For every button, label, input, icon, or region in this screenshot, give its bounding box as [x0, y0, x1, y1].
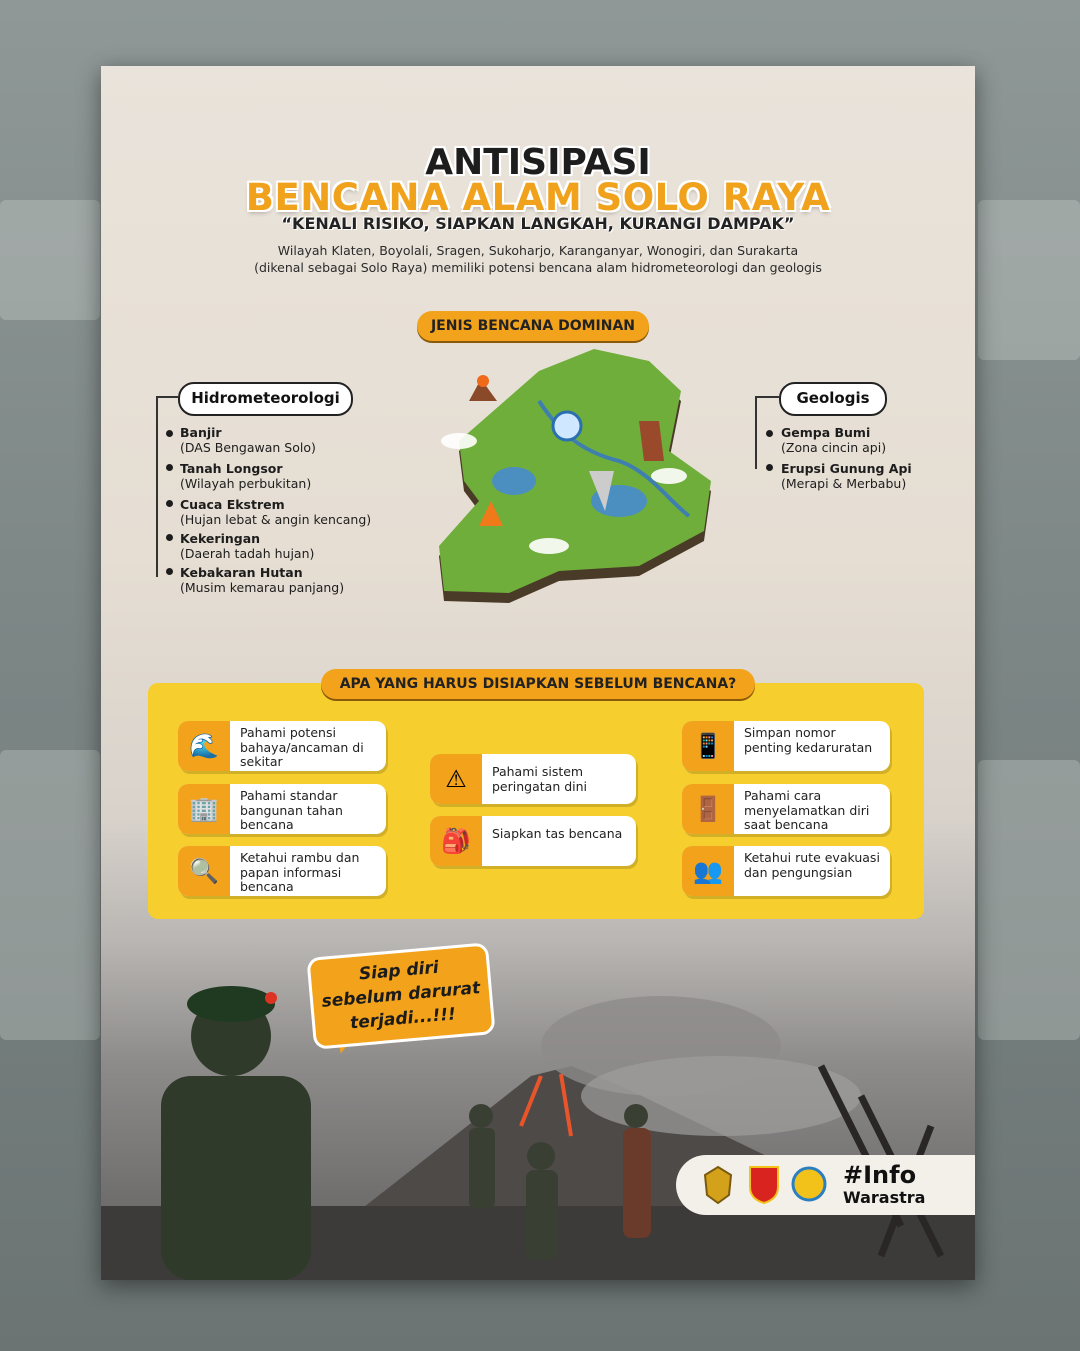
magnifier-icon: 🔍: [178, 846, 230, 896]
prep-card: 🌊 Pahami potensi bahaya/ancaman di sekitar: [178, 721, 386, 771]
building-icon: 🏢: [178, 784, 230, 834]
geo-item: Gempa Bumi (Zona cincin api): [781, 425, 887, 455]
disaster-scene: [101, 926, 975, 1280]
beret-badge: [265, 992, 277, 1004]
bullet-icon: [166, 464, 173, 471]
bullet-icon: [166, 500, 173, 507]
background-blur: [978, 760, 1080, 1040]
exit-icon: 🚪: [682, 784, 734, 834]
bullet-icon: [166, 568, 173, 575]
background-blur: [0, 200, 100, 320]
title-line1: ANTISIPASI: [425, 142, 651, 183]
hidro-title: Hidrometeorologi: [178, 382, 353, 416]
solo-raya-map: [419, 341, 729, 611]
hidro-connector: [156, 396, 178, 398]
cloud: [441, 433, 477, 449]
background-blur: [0, 750, 100, 1040]
prep-card: 👥 Ketahui rute evakuasi dan pengungsian: [682, 846, 890, 896]
hidro-connector: [156, 397, 158, 577]
prep-card: 🚪 Pahami cara menyelamatkan diri saat bencana: [682, 784, 890, 834]
bullet-icon: [166, 430, 173, 437]
cloud: [529, 538, 569, 554]
kodam-emblem-icon: [748, 1163, 780, 1205]
background-blur: [978, 200, 1080, 360]
prep-card: ⚠ Pahami sistem peringatan dini: [430, 754, 636, 804]
backpack-icon: 🎒: [430, 816, 482, 866]
cloud: [651, 468, 687, 484]
beret-icon: [187, 986, 275, 1022]
lake: [492, 467, 536, 495]
jenis-bencana-label: JENIS BENCANA DOMINAN: [417, 311, 649, 341]
hidro-item: Kebakaran Hutan (Musim kemarau panjang): [180, 565, 345, 595]
hidro-item: Cuaca Ekstrem (Hujan lebat & angin kencang): [180, 497, 372, 527]
prep-card: 🏢 Pahami standar bangunan tahan bencana: [178, 784, 386, 834]
hidro-item: Kekeringan (Daerah tadah hujan): [180, 531, 315, 561]
tagline: “KENALI RISIKO, SIAPKAN LANGKAH, KURANGI DAMPAK”: [281, 214, 795, 233]
speech-bubble: Siap diri sebelum darurat terjadi...!!!: [310, 945, 493, 1046]
phone-icon: 📱: [682, 721, 734, 771]
warning-icon: ⚠: [430, 754, 482, 804]
army-emblem-icon: [703, 1165, 733, 1205]
poster: [101, 66, 975, 1280]
intro-text: Wilayah Klaten, Boyolali, Sragen, Sukoharjo, Karanganyar, Wonogiri, dan Surakarta (dikenal sebagai Solo Raya) memiliki potensi bencana alam hidrometeorologi dan geologis: [254, 243, 822, 275]
bullet-icon: [766, 464, 773, 471]
prep-card: 📱 Simpan nomor penting kedaruratan: [682, 721, 890, 771]
evacuation-icon: 👥: [682, 846, 734, 896]
geo-title: Geologis: [779, 382, 887, 416]
province-emblem-icon: [791, 1166, 827, 1202]
title-line2: BENCANA ALAM SOLO RAYA: [245, 176, 831, 219]
preparation-title: APA YANG HARUS DISIAPKAN SEBELUM BENCANA?: [321, 669, 755, 699]
prep-card: 🎒 Siapkan tas bencana: [430, 816, 636, 866]
soldier-figure: [161, 996, 311, 1280]
geo-connector: [755, 396, 779, 398]
hidro-item: Tanah Longsor (Wilayah perbukitan): [180, 461, 312, 491]
bullet-icon: [166, 534, 173, 541]
hashtag-info: #Info: [843, 1161, 917, 1189]
brand-warastra: Warastra: [843, 1188, 926, 1207]
bullet-icon: [766, 430, 773, 437]
prep-card: 🔍 Ketahui rambu dan papan informasi bencana: [178, 846, 386, 896]
wave-icon: 🌊: [178, 721, 230, 771]
flood-wave-icon: [553, 412, 581, 440]
hidro-item: Banjir (DAS Bengawan Solo): [180, 425, 316, 455]
geo-item: Erupsi Gunung Api (Merapi & Merbabu): [781, 461, 912, 491]
geo-connector: [755, 397, 757, 469]
eruption-icon: [477, 375, 489, 387]
